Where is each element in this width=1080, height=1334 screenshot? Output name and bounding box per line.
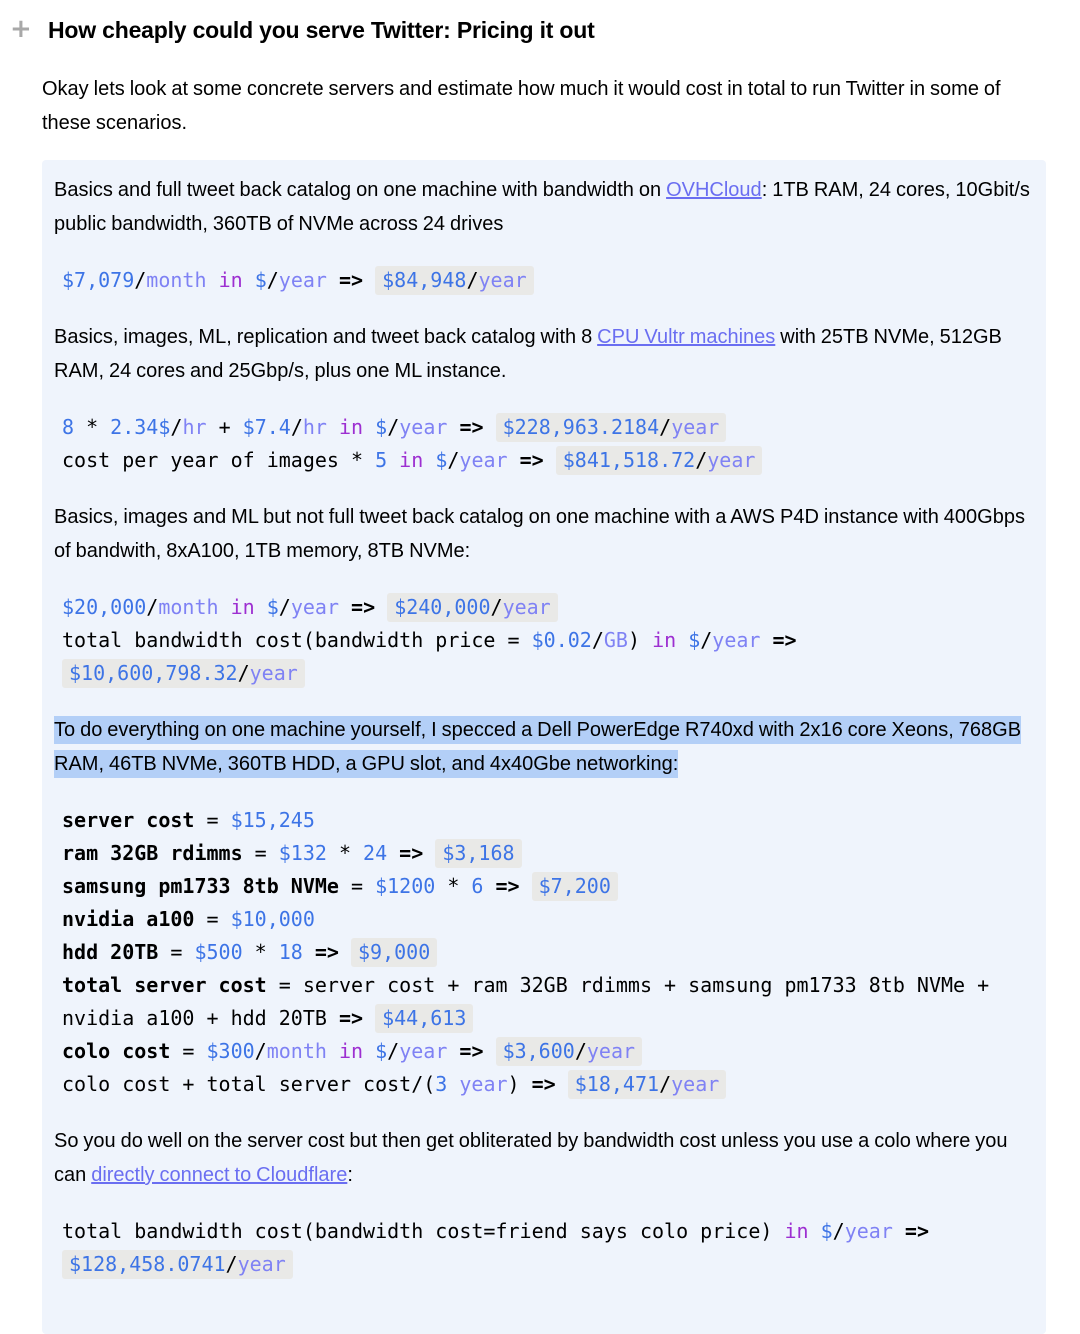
text-run xyxy=(387,448,399,472)
text-run: * xyxy=(74,415,111,439)
code-token-def: colo cost xyxy=(62,1039,171,1063)
code-token-num: $0.02 xyxy=(531,628,592,652)
code-token-unit: year xyxy=(459,1072,508,1096)
code-token-unit: month xyxy=(158,595,219,619)
text-run xyxy=(255,595,267,619)
text-run: = xyxy=(242,841,279,865)
code-token-num: $84,948 xyxy=(382,268,467,292)
code-token-unit: year xyxy=(844,1219,893,1243)
code-token-num: $44,613 xyxy=(382,1006,467,1030)
text-run: / xyxy=(574,1039,587,1063)
text-run xyxy=(243,268,255,292)
code-token-unit: year xyxy=(459,448,508,472)
code-token-arrow: => xyxy=(483,874,532,898)
code-token-num: 6 xyxy=(471,874,484,898)
text-run xyxy=(423,448,435,472)
result-badge xyxy=(496,1037,642,1066)
intro-paragraph: Okay lets look at some concrete servers and estimate how much it would cost in total to run Twitter in some of these scenarios. xyxy=(42,78,1001,134)
code-line xyxy=(62,936,1034,969)
code-line xyxy=(62,1215,1034,1281)
code-token-num: $3,600 xyxy=(502,1039,575,1063)
text-run xyxy=(929,1219,941,1243)
text-run: / xyxy=(832,1219,845,1243)
code-token-unit: GB xyxy=(603,628,628,652)
code-token-num: $20,000 xyxy=(62,595,147,619)
code-token-num: $7,079 xyxy=(62,268,135,292)
code-line xyxy=(62,837,1034,870)
code-line xyxy=(62,411,1034,444)
code-line xyxy=(62,624,1034,690)
code-line xyxy=(62,591,1034,624)
code-token-unit: year xyxy=(712,628,761,652)
page-title: How cheaply could you serve Twitter: Pricing it out xyxy=(48,17,595,43)
code-token-unit: year xyxy=(237,1252,286,1276)
text-run: / xyxy=(237,661,250,685)
code-token-arrow: => xyxy=(892,1219,929,1243)
text-run: * xyxy=(326,841,364,865)
code-token-unit: year xyxy=(249,661,298,685)
result-badge xyxy=(532,872,618,901)
code-token-def: ram 32GB rdimms xyxy=(62,841,243,865)
code-line xyxy=(62,444,1034,477)
code-token-num: $10,000 xyxy=(230,907,315,931)
text-run xyxy=(219,595,231,619)
code-token-num: $7.4 xyxy=(242,415,291,439)
panel-paragraph xyxy=(54,500,1034,568)
result-badge xyxy=(375,266,534,295)
text-run: : xyxy=(347,1164,353,1186)
code-token-num: $ xyxy=(688,628,701,652)
code-token-num: $ xyxy=(254,268,267,292)
code-token-arrow: => xyxy=(326,1006,376,1030)
text-run: / xyxy=(146,595,159,619)
link-ovhcloud[interactable]: OVHCloud xyxy=(666,179,762,201)
code-token-unit: hr xyxy=(302,415,327,439)
text-run: = xyxy=(338,874,376,898)
code-token-arrow: => xyxy=(302,940,352,964)
note-panel xyxy=(42,160,1046,1334)
result-badge xyxy=(62,659,305,688)
code-token-num: $ xyxy=(266,595,279,619)
code-token-unit: year xyxy=(399,1039,448,1063)
code-token-arrow: => xyxy=(760,628,809,652)
code-token-num: $ xyxy=(435,448,448,472)
add-block-icon[interactable]: + xyxy=(10,14,32,44)
panel-paragraph xyxy=(54,1124,1034,1192)
code-token-unit: year xyxy=(502,595,551,619)
link-directly-connect-to-cloudflare[interactable]: directly connect to Cloudflare xyxy=(91,1164,348,1186)
text-run: / xyxy=(695,448,708,472)
result-badge xyxy=(387,593,558,622)
code-token-def: server cost xyxy=(62,808,195,832)
code-token-arrow: => xyxy=(519,1072,568,1096)
text-run: + xyxy=(206,415,243,439)
link-cpu-vultr-machines[interactable]: CPU Vultr machines xyxy=(597,326,776,348)
code-token-num: 24 xyxy=(363,841,388,865)
code-token-unit: hr xyxy=(182,415,207,439)
code-token-num: 2.34$ xyxy=(110,415,171,439)
text-run: = xyxy=(194,808,231,832)
text-run: total bandwidth cost(bandwidth cost=friend says colo price) xyxy=(62,1219,785,1243)
code-line xyxy=(62,804,1034,837)
text-run: Basics, images and ML but not full tweet back catalog on one machine with a AWS P4D instance with 400Gbps of bandwith, 8xA100, 1TB memory, 8TB NVMe: xyxy=(54,506,1025,562)
text-run: / xyxy=(659,415,672,439)
text-run: colo cost + total server cost/( xyxy=(62,1072,436,1096)
text-run: cost per year of images * xyxy=(62,448,376,472)
text-run xyxy=(327,415,339,439)
code-token-num: $7,200 xyxy=(538,874,611,898)
code-token-kw: in xyxy=(339,415,364,439)
text-run: / xyxy=(254,1039,267,1063)
selection-highlight xyxy=(54,716,1021,778)
text-run: / xyxy=(278,595,291,619)
text-run xyxy=(447,1072,459,1096)
code-token-def: samsung pm1733 8tb NVMe xyxy=(62,874,339,898)
text-run: total bandwidth cost(bandwidth price = xyxy=(62,628,532,652)
text-run: with 25TB NVMe, 512GB RAM, 24 cores and 25Gbp/s, plus one ML instance. xyxy=(54,326,1002,382)
result-badge xyxy=(435,839,521,868)
text-run: / xyxy=(591,628,604,652)
code-line xyxy=(62,264,1034,297)
code-token-num: $ xyxy=(375,1039,388,1063)
code-token-num: $18,471 xyxy=(574,1072,660,1096)
code-token-arrow: => xyxy=(507,448,556,472)
result-badge xyxy=(351,938,437,967)
text-run xyxy=(363,415,375,439)
code-token-num: $9,000 xyxy=(358,940,431,964)
text-run xyxy=(809,1219,821,1243)
code-token-unit: month xyxy=(266,1039,327,1063)
heading-row xyxy=(10,14,1046,46)
text-run xyxy=(327,1039,339,1063)
text-run: / xyxy=(490,595,503,619)
code-token-unit: year xyxy=(399,415,448,439)
code-token-kw: in xyxy=(218,268,243,292)
code-token-unit: year xyxy=(278,268,327,292)
code-token-num: 18 xyxy=(278,940,303,964)
code-token-num: $ xyxy=(375,415,388,439)
text-run: / xyxy=(466,268,479,292)
text-run: / xyxy=(170,415,183,439)
text-run: = server cost + ram 32GB rdimms + samsung pm1733 8tb NVMe + nvidia a100 + hdd 20TB xyxy=(62,973,1002,1030)
text-run xyxy=(207,268,219,292)
text-run: / xyxy=(225,1252,238,1276)
code-token-num: $500 xyxy=(194,940,243,964)
text-run: / xyxy=(290,415,303,439)
code-token-kw: in xyxy=(230,595,255,619)
code-token-arrow: => xyxy=(387,841,436,865)
text-run: / xyxy=(266,268,279,292)
code-token-num: $15,245 xyxy=(230,808,315,832)
text-run: = xyxy=(194,907,231,931)
result-badge xyxy=(556,446,763,475)
text-run: : 1TB RAM, 24 cores, 10Gbit/s public bandwidth, 360TB of NVMe across 24 drives xyxy=(54,179,1030,235)
code-block xyxy=(62,264,1034,297)
code-block xyxy=(62,591,1034,690)
code-token-unit: year xyxy=(707,448,756,472)
panel-paragraph xyxy=(54,173,1034,241)
text-run: = xyxy=(158,940,195,964)
code-token-def: nvidia a100 xyxy=(62,907,195,931)
code-line xyxy=(62,1035,1034,1068)
code-token-kw: in xyxy=(652,628,677,652)
code-block xyxy=(62,411,1034,477)
result-badge xyxy=(62,1250,293,1279)
result-badge xyxy=(375,1004,473,1033)
code-token-kw: in xyxy=(399,448,424,472)
text-run: / xyxy=(387,415,400,439)
code-token-num: $ xyxy=(820,1219,833,1243)
code-token-unit: year xyxy=(290,595,340,619)
code-token-num: 8 xyxy=(62,415,75,439)
code-token-num: $228,963.2184 xyxy=(502,415,660,439)
code-token-unit: year xyxy=(671,1072,720,1096)
code-block xyxy=(62,1215,1034,1281)
code-token-def: hdd 20TB xyxy=(62,940,159,964)
text-run xyxy=(676,628,688,652)
code-token-arrow: => xyxy=(447,415,496,439)
text-run xyxy=(363,1039,375,1063)
text-run: Basics, images, ML, replication and tweet back catalog with 8 xyxy=(54,326,598,348)
text-run: / xyxy=(659,1072,672,1096)
text-run: / xyxy=(134,268,147,292)
code-token-def: total server cost xyxy=(62,973,267,997)
code-token-num: $3,168 xyxy=(442,841,515,865)
text-run: / xyxy=(447,448,460,472)
code-token-num: $132 xyxy=(278,841,327,865)
code-token-unit: year xyxy=(478,268,527,292)
code-token-kw: in xyxy=(784,1219,809,1243)
result-badge xyxy=(496,413,727,442)
code-token-num: $300 xyxy=(206,1039,255,1063)
code-line xyxy=(62,870,1034,903)
code-token-kw: in xyxy=(338,1039,364,1063)
code-block xyxy=(62,804,1034,1101)
code-token-arrow: => xyxy=(326,268,376,292)
code-token-arrow: => xyxy=(339,595,388,619)
text-run: * xyxy=(242,940,279,964)
panel-paragraph xyxy=(54,320,1034,388)
text-run: / xyxy=(700,628,713,652)
code-token-unit: year xyxy=(671,415,720,439)
text-run: Basics and full tweet back catalog on one machine with bandwidth on xyxy=(54,179,667,201)
code-token-num: $10,600,798.32 xyxy=(69,661,238,685)
code-line xyxy=(62,1068,1034,1101)
selected-paragraph xyxy=(54,713,1034,781)
code-token-num: $240,000 xyxy=(394,595,491,619)
code-token-arrow: => xyxy=(447,1039,496,1063)
code-token-num: 5 xyxy=(375,448,388,472)
text-run: So you do well on the server cost but then get obliterated by bandwidth cost unless you use a colo where you can xyxy=(54,1130,1008,1186)
text-run: ) xyxy=(627,628,653,652)
text-run: ) xyxy=(507,1072,520,1096)
text-run: * xyxy=(435,874,472,898)
code-token-num: $1200 xyxy=(375,874,436,898)
code-line xyxy=(62,969,1034,1035)
code-token-unit: month xyxy=(146,268,207,292)
code-token-unit: year xyxy=(586,1039,636,1063)
code-token-num: $841,518.72 xyxy=(562,448,696,472)
code-token-num: 3 xyxy=(435,1072,448,1096)
result-badge xyxy=(568,1070,727,1099)
code-token-num: $128,458.0741 xyxy=(69,1252,226,1276)
text-run: = xyxy=(170,1039,207,1063)
code-line xyxy=(62,903,1034,936)
text-run: / xyxy=(387,1039,400,1063)
text-run: To do everything on one machine yourself, I specced a Dell PowerEdge R740xd with 2x16 core Xeons, 768GB RAM, 46TB NVMe, 360TB HDD, a GPU slot, and 4x40Gbe networking: xyxy=(54,719,1022,775)
